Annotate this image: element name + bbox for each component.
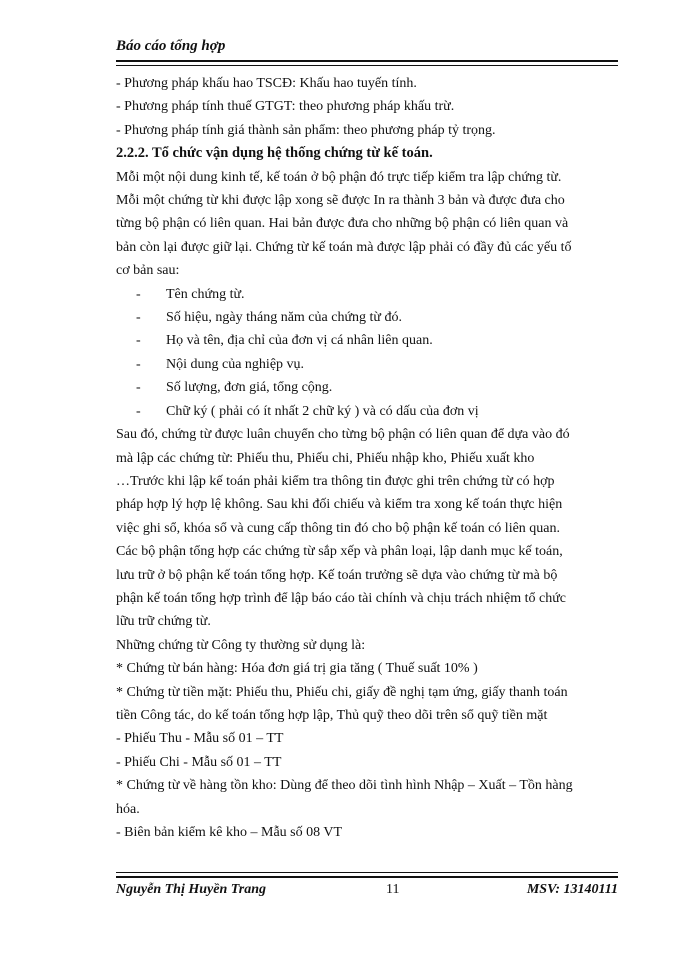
paragraph-line: bản còn lại được giữ lại. Chứng từ kế toán mà được lập phải có đầy đủ các yếu tố [116,239,572,255]
dash-marker: - [136,380,141,396]
paragraph-line: việc ghi sổ, khóa sổ và cung cấp thông tin đó cho bộ phận kế toán có liên quan. [116,520,561,536]
document-body [116,72,618,844]
intro-line: - Phương pháp tính giá thành sản phẩm: theo phương pháp tỷ trọng. [116,122,496,138]
list-item [116,400,618,423]
paragraph-line: lưu trữ ở bộ phận kế toán tổng hợp. Kế toán trưởng sẽ dựa vào chứng từ mà bộ [116,567,558,583]
list-item [116,353,618,376]
paragraph-line: cơ bản sau: [116,263,180,279]
paragraph-line: Sau đó, chứng từ được luân chuyển cho từng bộ phận có liên quan để dựa vào đó [116,427,570,443]
section-heading: 2.2.2. Tổ chức vận dụng hệ thống chứng từ kế toán. [116,145,433,162]
paragraph-line: * Chứng từ bán hàng: Hóa đơn giá trị gia tăng ( Thuế suất 10% ) [116,661,478,677]
list-item-text: Số lượng, đơn giá, tổng cộng. [166,380,333,396]
dash-marker: - [136,356,141,372]
paragraph-line: - Biên bản kiểm kê kho – Mẫu số 08 VT [116,825,343,840]
list-item-text: Số hiệu, ngày tháng năm của chứng từ đó. [166,310,403,326]
paragraph-line: * Chứng từ về hàng tồn kho: Dùng để theo dõi tình hình Nhập – Xuất – Tồn hàng [116,778,573,794]
paragraph-line: Các bộ phận tổng hợp các chứng từ sắp xếp và phân loại, lập danh mục kế toán, [116,544,563,560]
paragraph-line: Mỗi một nội dung kinh tế, kế toán ở bộ phận đó trực tiếp kiểm tra lập chứng từ. [116,169,562,185]
list-item [116,329,618,352]
paragraph-1 [116,166,618,283]
paragraph-line: lữu trữ chứng từ. [116,614,211,630]
list-item-text: Họ và tên, địa chỉ của đơn vị cá nhân liên quan. [166,333,433,349]
paragraph-line: pháp hợp lý hợp lệ không. Sau khi đối chiếu và kiểm tra xong kế toán thực hiện [116,497,563,513]
page-number: 11 [386,882,400,897]
paragraph-line: - Phiếu Thu - Mẫu số 01 – TT [116,731,284,747]
paragraph-2 [116,423,618,634]
requirement-list [116,283,618,423]
list-item [116,376,618,399]
paragraph-line: - Phiếu Chi - Mẫu số 01 – TT [116,754,282,770]
paragraph-line: * Chứng từ tiền mặt: Phiếu thu, Phiếu chi, giấy đề nghị tạm ứng, giấy thanh toán [116,684,568,700]
paragraph-line: Mỗi một chứng từ khi được lập xong sẽ được In ra thành 3 bản và được đưa cho [116,193,565,209]
paragraph-line: …Trước khi lập kế toán phải kiểm tra thông tin được ghi trên chứng từ có hợp [116,473,555,489]
paragraph-line: phận kế toán tổng hợp trình để lập báo cáo tài chính và chịu trách nhiệm tổ chức [116,590,567,606]
paragraph-3 [116,634,618,845]
paragraph-line: hóa. [116,801,140,817]
paragraph-line: tiền Công tác, do kế toán tổng hợp lập, Thủ quỹ theo dõi trên sổ quỹ tiền mặt [116,707,548,723]
header-title: Báo cáo tổng hợp [116,38,226,54]
dash-marker: - [136,333,141,349]
list-item [116,283,618,306]
dash-marker: - [136,310,141,326]
intro-line: - Phương pháp khấu hao TSCĐ: Khấu hao tuyến tính. [116,76,417,91]
header-divider [116,60,618,66]
paragraph-line: Những chứng từ Công ty thường sử dụng là: [116,637,366,653]
list-item [116,306,618,329]
student-id: MSV: 13140111 [526,882,618,897]
paragraph-line: mà lập các chứng từ: Phiếu thu, Phiếu chi, Phiếu nhập kho, Phiếu xuất kho [116,450,535,466]
dash-marker: - [136,403,141,419]
intro-list [116,72,618,142]
list-item-text: Chữ ký ( phải có ít nhất 2 chữ ký ) và có dấu của đơn vị [166,403,479,419]
footer-divider [116,872,618,878]
footer-author: Nguyễn Thị Huyền Trang [116,882,266,897]
dash-marker: - [136,286,141,302]
list-item-text: Nội dung của nghiệp vụ. [166,356,305,372]
intro-line: - Phương pháp tính thuế GTGT: theo phương pháp khấu trừ. [116,99,455,115]
list-item-text: Tên chứng từ. [166,286,245,302]
paragraph-line: từng bộ phận có liên quan. Hai bản được đưa cho những bộ phận có liên quan và [116,216,569,232]
